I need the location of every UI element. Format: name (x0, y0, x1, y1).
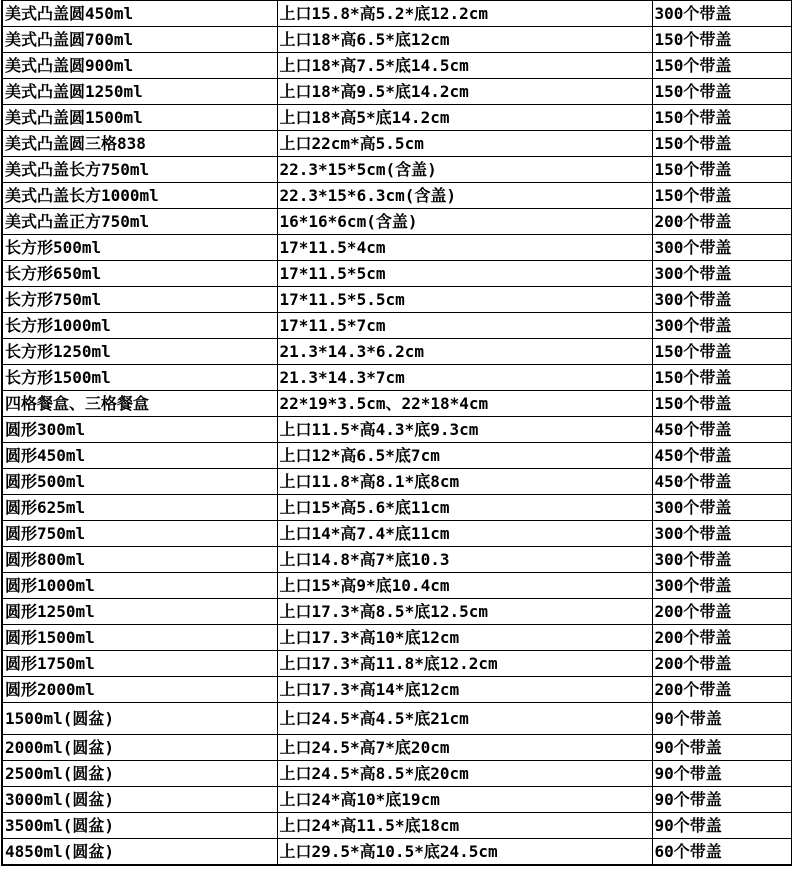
product-name-cell: 四格餐盒、三格餐盒 (2, 391, 277, 417)
table-row (2, 53, 792, 79)
product-quantity-cell: 150个带盖 (652, 183, 792, 209)
product-name-cell: 圆形1500ml (2, 625, 277, 651)
table-row (2, 1, 792, 27)
product-quantity-cell: 90个带盖 (652, 813, 792, 839)
table-row (2, 761, 792, 787)
product-quantity-cell: 150个带盖 (652, 391, 792, 417)
product-size-cell: 上口17.3*高10*底12cm (277, 625, 652, 651)
table-row (2, 599, 792, 625)
product-quantity-cell: 300个带盖 (652, 235, 792, 261)
product-size-cell: 22*19*3.5cm、22*18*4cm (277, 391, 652, 417)
table-row (2, 521, 792, 547)
table-row (2, 417, 792, 443)
product-quantity-cell: 150个带盖 (652, 27, 792, 53)
product-quantity-cell: 200个带盖 (652, 625, 792, 651)
table-row (2, 313, 792, 339)
table-row (2, 813, 792, 839)
product-name-cell: 圆形800ml (2, 547, 277, 573)
product-name-cell: 圆形2000ml (2, 677, 277, 703)
product-name-cell: 圆形625ml (2, 495, 277, 521)
product-size-cell: 上口14.8*高7*底10.3 (277, 547, 652, 573)
product-quantity-cell: 300个带盖 (652, 313, 792, 339)
product-size-cell: 17*11.5*5cm (277, 261, 652, 287)
product-size-cell: 上口11.5*高4.3*底9.3cm (277, 417, 652, 443)
table-row (2, 209, 792, 235)
product-quantity-cell: 450个带盖 (652, 443, 792, 469)
product-size-cell: 上口17.3*高14*底12cm (277, 677, 652, 703)
product-size-cell: 上口29.5*高10.5*底24.5cm (277, 839, 652, 866)
table-row (2, 469, 792, 495)
product-quantity-cell: 450个带盖 (652, 417, 792, 443)
table-row (2, 391, 792, 417)
table-row (2, 79, 792, 105)
product-size-cell: 上口15*高5.6*底11cm (277, 495, 652, 521)
product-quantity-cell: 150个带盖 (652, 131, 792, 157)
table-row (2, 787, 792, 813)
product-size-cell: 21.3*14.3*7cm (277, 365, 652, 391)
product-size-cell: 上口12*高6.5*底7cm (277, 443, 652, 469)
product-size-cell: 上口15*高9*底10.4cm (277, 573, 652, 599)
table-row (2, 839, 792, 866)
table-row (2, 183, 792, 209)
product-quantity-cell: 200个带盖 (652, 209, 792, 235)
product-quantity-cell: 150个带盖 (652, 157, 792, 183)
product-name-cell: 美式凸盖圆900ml (2, 53, 277, 79)
table-row (2, 157, 792, 183)
product-name-cell: 4850ml(圆盆) (2, 839, 277, 866)
product-quantity-cell: 90个带盖 (652, 703, 792, 735)
table-row (2, 651, 792, 677)
product-quantity-cell: 300个带盖 (652, 287, 792, 313)
table-row (2, 443, 792, 469)
product-size-cell: 上口24.5*高7*底20cm (277, 735, 652, 761)
product-quantity-cell: 300个带盖 (652, 573, 792, 599)
product-size-cell: 上口14*高7.4*底11cm (277, 521, 652, 547)
product-size-cell: 上口11.8*高8.1*底8cm (277, 469, 652, 495)
product-quantity-cell: 300个带盖 (652, 1, 792, 27)
product-size-cell: 22.3*15*6.3cm(含盖) (277, 183, 652, 209)
table-body (2, 1, 792, 866)
product-name-cell: 长方形1250ml (2, 339, 277, 365)
product-quantity-cell: 90个带盖 (652, 761, 792, 787)
product-quantity-cell: 150个带盖 (652, 339, 792, 365)
product-quantity-cell: 150个带盖 (652, 365, 792, 391)
table-row (2, 547, 792, 573)
table-row (2, 235, 792, 261)
table-row (2, 735, 792, 761)
product-name-cell: 美式凸盖正方750ml (2, 209, 277, 235)
product-quantity-cell: 300个带盖 (652, 495, 792, 521)
product-name-cell: 长方形1500ml (2, 365, 277, 391)
table-row (2, 27, 792, 53)
product-size-cell: 上口24.5*高4.5*底21cm (277, 703, 652, 735)
product-size-cell: 上口22cm*高5.5cm (277, 131, 652, 157)
product-size-cell: 17*11.5*4cm (277, 235, 652, 261)
product-name-cell: 美式凸盖圆1250ml (2, 79, 277, 105)
product-name-cell: 美式凸盖长方750ml (2, 157, 277, 183)
product-name-cell: 3500ml(圆盆) (2, 813, 277, 839)
product-name-cell: 圆形1250ml (2, 599, 277, 625)
product-size-cell: 22.3*15*5cm(含盖) (277, 157, 652, 183)
product-size-cell: 21.3*14.3*6.2cm (277, 339, 652, 365)
product-size-cell: 16*16*6cm(含盖) (277, 209, 652, 235)
table-row (2, 495, 792, 521)
product-quantity-cell: 90个带盖 (652, 787, 792, 813)
product-quantity-cell: 300个带盖 (652, 547, 792, 573)
table-row (2, 287, 792, 313)
product-size-cell: 上口18*高5*底14.2cm (277, 105, 652, 131)
product-name-cell: 美式凸盖圆700ml (2, 27, 277, 53)
table-row (2, 625, 792, 651)
product-name-cell: 圆形500ml (2, 469, 277, 495)
product-size-cell: 上口24.5*高8.5*底20cm (277, 761, 652, 787)
product-quantity-cell: 90个带盖 (652, 735, 792, 761)
product-size-cell: 17*11.5*7cm (277, 313, 652, 339)
product-name-cell: 1500ml(圆盆) (2, 703, 277, 735)
product-quantity-cell: 150个带盖 (652, 79, 792, 105)
product-size-cell: 17*11.5*5.5cm (277, 287, 652, 313)
product-size-cell: 上口18*高9.5*底14.2cm (277, 79, 652, 105)
product-size-cell: 上口24*高10*底19cm (277, 787, 652, 813)
product-spec-table (1, 0, 792, 866)
product-quantity-cell: 450个带盖 (652, 469, 792, 495)
product-size-cell: 上口17.3*高11.8*底12.2cm (277, 651, 652, 677)
product-name-cell: 美式凸盖圆450ml (2, 1, 277, 27)
table-row (2, 365, 792, 391)
product-quantity-cell: 200个带盖 (652, 599, 792, 625)
table-row (2, 677, 792, 703)
product-name-cell: 长方形650ml (2, 261, 277, 287)
product-name-cell: 长方形750ml (2, 287, 277, 313)
product-quantity-cell: 300个带盖 (652, 261, 792, 287)
product-name-cell: 美式凸盖圆三格838 (2, 131, 277, 157)
product-name-cell: 2000ml(圆盆) (2, 735, 277, 761)
product-name-cell: 3000ml(圆盆) (2, 787, 277, 813)
product-name-cell: 美式凸盖圆1500ml (2, 105, 277, 131)
product-quantity-cell: 150个带盖 (652, 105, 792, 131)
product-size-cell: 上口24*高11.5*底18cm (277, 813, 652, 839)
product-quantity-cell: 150个带盖 (652, 53, 792, 79)
product-quantity-cell: 200个带盖 (652, 677, 792, 703)
product-name-cell: 圆形1000ml (2, 573, 277, 599)
product-size-cell: 上口17.3*高8.5*底12.5cm (277, 599, 652, 625)
table-row (2, 573, 792, 599)
product-name-cell: 圆形450ml (2, 443, 277, 469)
product-name-cell: 圆形1750ml (2, 651, 277, 677)
product-name-cell: 长方形500ml (2, 235, 277, 261)
product-name-cell: 2500ml(圆盆) (2, 761, 277, 787)
table-row (2, 105, 792, 131)
table-row (2, 131, 792, 157)
product-name-cell: 长方形1000ml (2, 313, 277, 339)
product-quantity-cell: 200个带盖 (652, 651, 792, 677)
product-quantity-cell: 300个带盖 (652, 521, 792, 547)
table-row (2, 703, 792, 735)
product-size-cell: 上口18*高7.5*底14.5cm (277, 53, 652, 79)
table-row (2, 339, 792, 365)
product-name-cell: 圆形300ml (2, 417, 277, 443)
product-quantity-cell: 60个带盖 (652, 839, 792, 866)
product-name-cell: 美式凸盖长方1000ml (2, 183, 277, 209)
product-size-cell: 上口18*高6.5*底12cm (277, 27, 652, 53)
product-name-cell: 圆形750ml (2, 521, 277, 547)
table-row (2, 261, 792, 287)
product-size-cell: 上口15.8*高5.2*底12.2cm (277, 1, 652, 27)
